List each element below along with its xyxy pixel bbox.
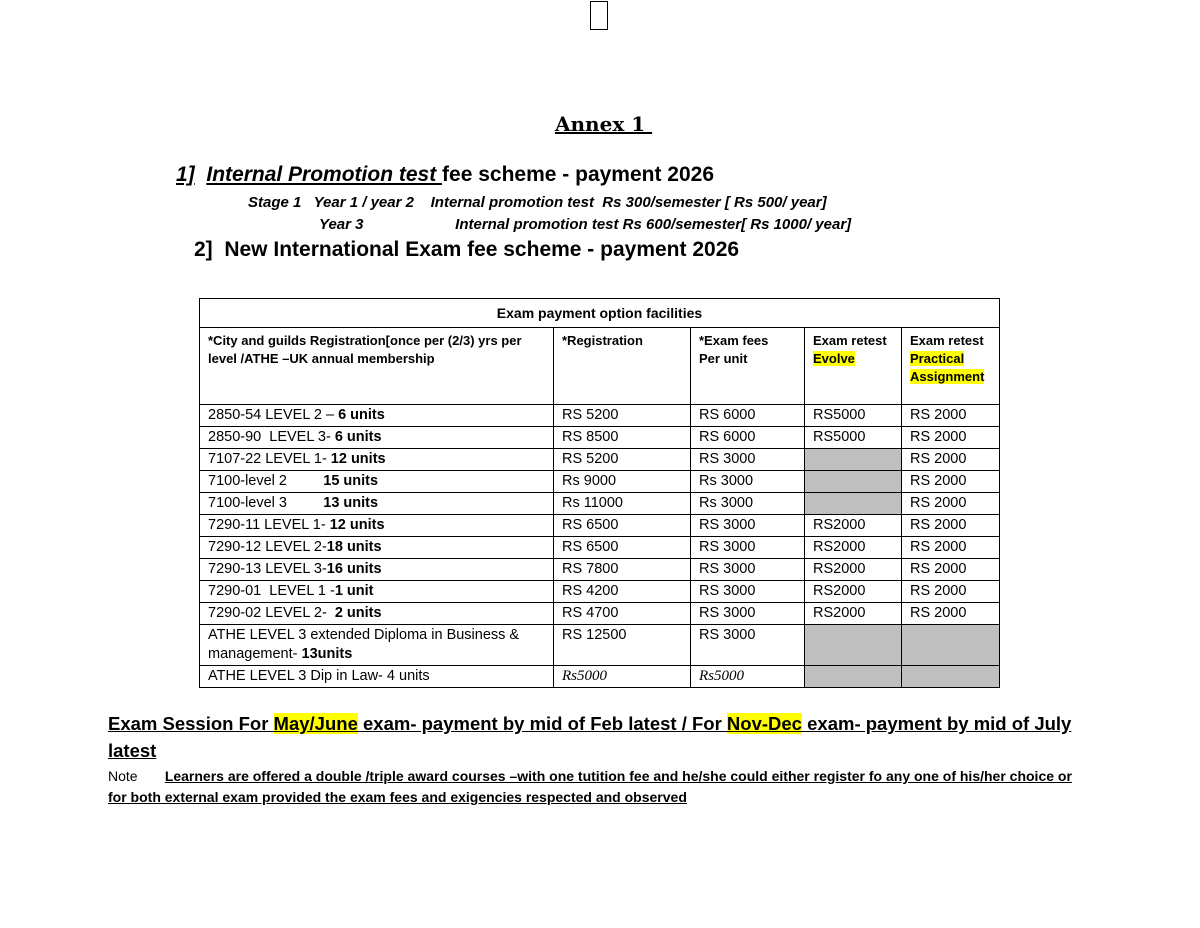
course-units: 16 units — [326, 561, 382, 577]
table-row — [200, 449, 1000, 471]
registration-cell: RS 4700 — [554, 603, 691, 625]
exam-fee-cell: RS 3000 — [691, 603, 805, 625]
retest-evolve-cell — [805, 449, 902, 471]
course-cell — [200, 603, 554, 625]
header-retest-evolve — [805, 328, 902, 405]
course-units: 1 unit — [334, 583, 374, 599]
annex-title: Annex 1 — [555, 112, 653, 136]
course-cell — [200, 449, 554, 471]
course-cell — [200, 515, 554, 537]
course-name: 7290-13 LEVEL 3- — [208, 561, 327, 577]
course-name: 7100-level 2 — [208, 473, 324, 489]
course-units: 15 units — [323, 473, 379, 489]
section1-line1: Stage 1 Year 1 / year 2 Internal promotion test Rs 300/semester [ Rs 500/ year] — [248, 194, 827, 211]
table-row — [200, 625, 1000, 666]
retest-evolve-cell: RS2000 — [805, 603, 902, 625]
course-line2: management- — [208, 646, 302, 662]
exam-fee-cell: RS 3000 — [691, 449, 805, 471]
course-units: 13 units — [323, 495, 379, 511]
retest-practical-cell: RS 2000 — [902, 603, 1000, 625]
table-caption: Exam payment option facilities — [200, 299, 1000, 328]
course-units: 12 units — [329, 517, 385, 533]
exam-fee-cell: RS 3000 — [691, 537, 805, 559]
course-name: 7107-22 LEVEL 1- — [208, 451, 331, 467]
registration-cell: RS 5200 — [554, 405, 691, 427]
course-cell — [200, 493, 554, 515]
table-header-row — [200, 328, 1000, 405]
course-name: 7290-12 LEVEL 2- — [208, 539, 327, 555]
course-name: 2850-54 LEVEL 2 – — [208, 407, 339, 423]
retest-practical-cell: RS 2000 — [902, 427, 1000, 449]
retest-evolve-cell — [805, 625, 902, 666]
retest-practical-cell: RS 2000 — [902, 449, 1000, 471]
table-row — [200, 537, 1000, 559]
registration-cell: RS 6500 — [554, 515, 691, 537]
course-units: 18 units — [326, 539, 382, 555]
retest-evolve-cell: RS2000 — [805, 559, 902, 581]
course-name: 2850-90 LEVEL 3- — [208, 429, 335, 445]
registration-cell: Rs5000 — [554, 666, 691, 688]
table-row — [200, 666, 1000, 688]
course-cell — [200, 537, 554, 559]
header-assignment-highlight: Assignment — [910, 369, 985, 384]
registration-cell: RS 7800 — [554, 559, 691, 581]
retest-evolve-cell: RS2000 — [805, 581, 902, 603]
retest-practical-cell: RS 2000 — [902, 581, 1000, 603]
course-cell — [200, 559, 554, 581]
course-cell — [200, 581, 554, 603]
retest-practical-cell: RS 2000 — [902, 515, 1000, 537]
registration-cell: RS 12500 — [554, 625, 691, 666]
header-evolve-highlight: Evolve — [813, 351, 855, 366]
exam-fee-cell: RS 6000 — [691, 405, 805, 427]
course-cell — [200, 625, 554, 666]
course-line1: ATHE LEVEL 3 extended Diploma in Business & — [208, 627, 520, 643]
fee-rows — [200, 405, 1000, 625]
course-name: 7290-02 LEVEL 2- — [208, 605, 335, 621]
registration-cell: RS 6500 — [554, 537, 691, 559]
table-row — [200, 581, 1000, 603]
section1-number: 1] — [176, 163, 195, 186]
header-exam-fees-line1: *Exam fees — [699, 333, 769, 348]
registration-cell: RS 4200 — [554, 581, 691, 603]
retest-evolve-cell — [805, 666, 902, 688]
table-row — [200, 515, 1000, 537]
header-practical-highlight: Practical — [910, 351, 965, 366]
retest-practical-cell: RS 2000 — [902, 559, 1000, 581]
retest-evolve-cell: RS2000 — [805, 515, 902, 537]
fee-table — [199, 298, 1000, 688]
retest-evolve-cell: RS2000 — [805, 537, 902, 559]
session-part2: exam- payment by mid of Feb latest / For — [357, 713, 727, 734]
note-label: Note — [108, 768, 138, 784]
table-row — [200, 493, 1000, 515]
retest-practical-cell: RS 2000 — [902, 471, 1000, 493]
header-retest-evolve-line1: Exam retest — [813, 333, 887, 348]
header-exam-fees-line2: Per unit — [699, 351, 748, 366]
course-cell — [200, 427, 554, 449]
exam-fee-cell: RS 3000 — [691, 515, 805, 537]
retest-practical-cell: RS 2000 — [902, 405, 1000, 427]
section1-line2: Year 3 Internal promotion test Rs 600/semester[ Rs 1000/ year] — [319, 216, 852, 233]
course-units: 13units — [301, 646, 353, 662]
section1-heading — [176, 163, 714, 187]
course-units: 2 units — [334, 605, 382, 621]
table-row — [200, 559, 1000, 581]
course-units: 12 units — [330, 451, 386, 467]
exam-fee-cell: Rs 3000 — [691, 493, 805, 515]
session-nov-dec-highlight: Nov-Dec — [726, 713, 802, 734]
registration-cell: RS 8500 — [554, 427, 691, 449]
course-name: 7290-01 LEVEL 1 - — [208, 583, 335, 599]
table-row — [200, 427, 1000, 449]
course-name: 7100-level 3 — [208, 495, 324, 511]
table-row — [200, 471, 1000, 493]
exam-fee-cell: Rs 3000 — [691, 471, 805, 493]
course-cell: ATHE LEVEL 3 Dip in Law- 4 units — [200, 666, 554, 688]
page-marker-box — [590, 1, 608, 30]
table-row — [200, 405, 1000, 427]
header-course: *City and guilds Registration[once per (2/3) yrs per level /ATHE –UK annual membership — [200, 328, 554, 405]
course-cell — [200, 405, 554, 427]
section2-heading: 2] New International Exam fee scheme - payment 2026 — [194, 238, 740, 261]
registration-cell: Rs 11000 — [554, 493, 691, 515]
exam-fee-cell: RS 3000 — [691, 625, 805, 666]
exam-fee-cell: RS 6000 — [691, 427, 805, 449]
exam-fee-cell: Rs5000 — [691, 666, 805, 688]
session-part1: Exam Session For — [108, 713, 274, 734]
registration-cell: Rs 9000 — [554, 471, 691, 493]
retest-evolve-cell — [805, 471, 902, 493]
table-row — [200, 603, 1000, 625]
session-may-june-highlight: May/June — [273, 713, 358, 734]
table-caption-row — [200, 299, 1000, 328]
course-name: 7290-11 LEVEL 1- — [208, 517, 330, 533]
exam-session-text — [108, 710, 1088, 764]
course-units: 6 units — [334, 429, 382, 445]
retest-practical-cell — [902, 666, 1000, 688]
course-units: 6 units — [338, 407, 385, 423]
note-text: Learners are offered a double /triple award courses –with one tutition fee and he/she could either register fo any one of his/her choice or for both external exam provided the exam fees and exigencies respected and observed — [108, 768, 1072, 805]
registration-cell: RS 5200 — [554, 449, 691, 471]
exam-fee-cell: RS 3000 — [691, 559, 805, 581]
retest-evolve-cell: RS5000 — [805, 427, 902, 449]
retest-practical-cell: RS 2000 — [902, 493, 1000, 515]
retest-practical-cell: RS 2000 — [902, 537, 1000, 559]
section1-title-rest: fee scheme - payment 2026 — [442, 163, 715, 186]
session-part3: exam- payment by mid of July latest — [108, 713, 1072, 761]
header-retest-practical-line1: Exam retest — [910, 333, 984, 348]
header-retest-practical — [902, 328, 1000, 405]
header-exam-fees — [691, 328, 805, 405]
retest-practical-cell — [902, 625, 1000, 666]
section1-title-italic: Internal Promotion test — [206, 163, 443, 186]
course-cell — [200, 471, 554, 493]
retest-evolve-cell — [805, 493, 902, 515]
header-registration: *Registration — [554, 328, 691, 405]
retest-evolve-cell: RS5000 — [805, 405, 902, 427]
exam-fee-cell: RS 3000 — [691, 581, 805, 603]
note-paragraph — [108, 766, 1088, 808]
